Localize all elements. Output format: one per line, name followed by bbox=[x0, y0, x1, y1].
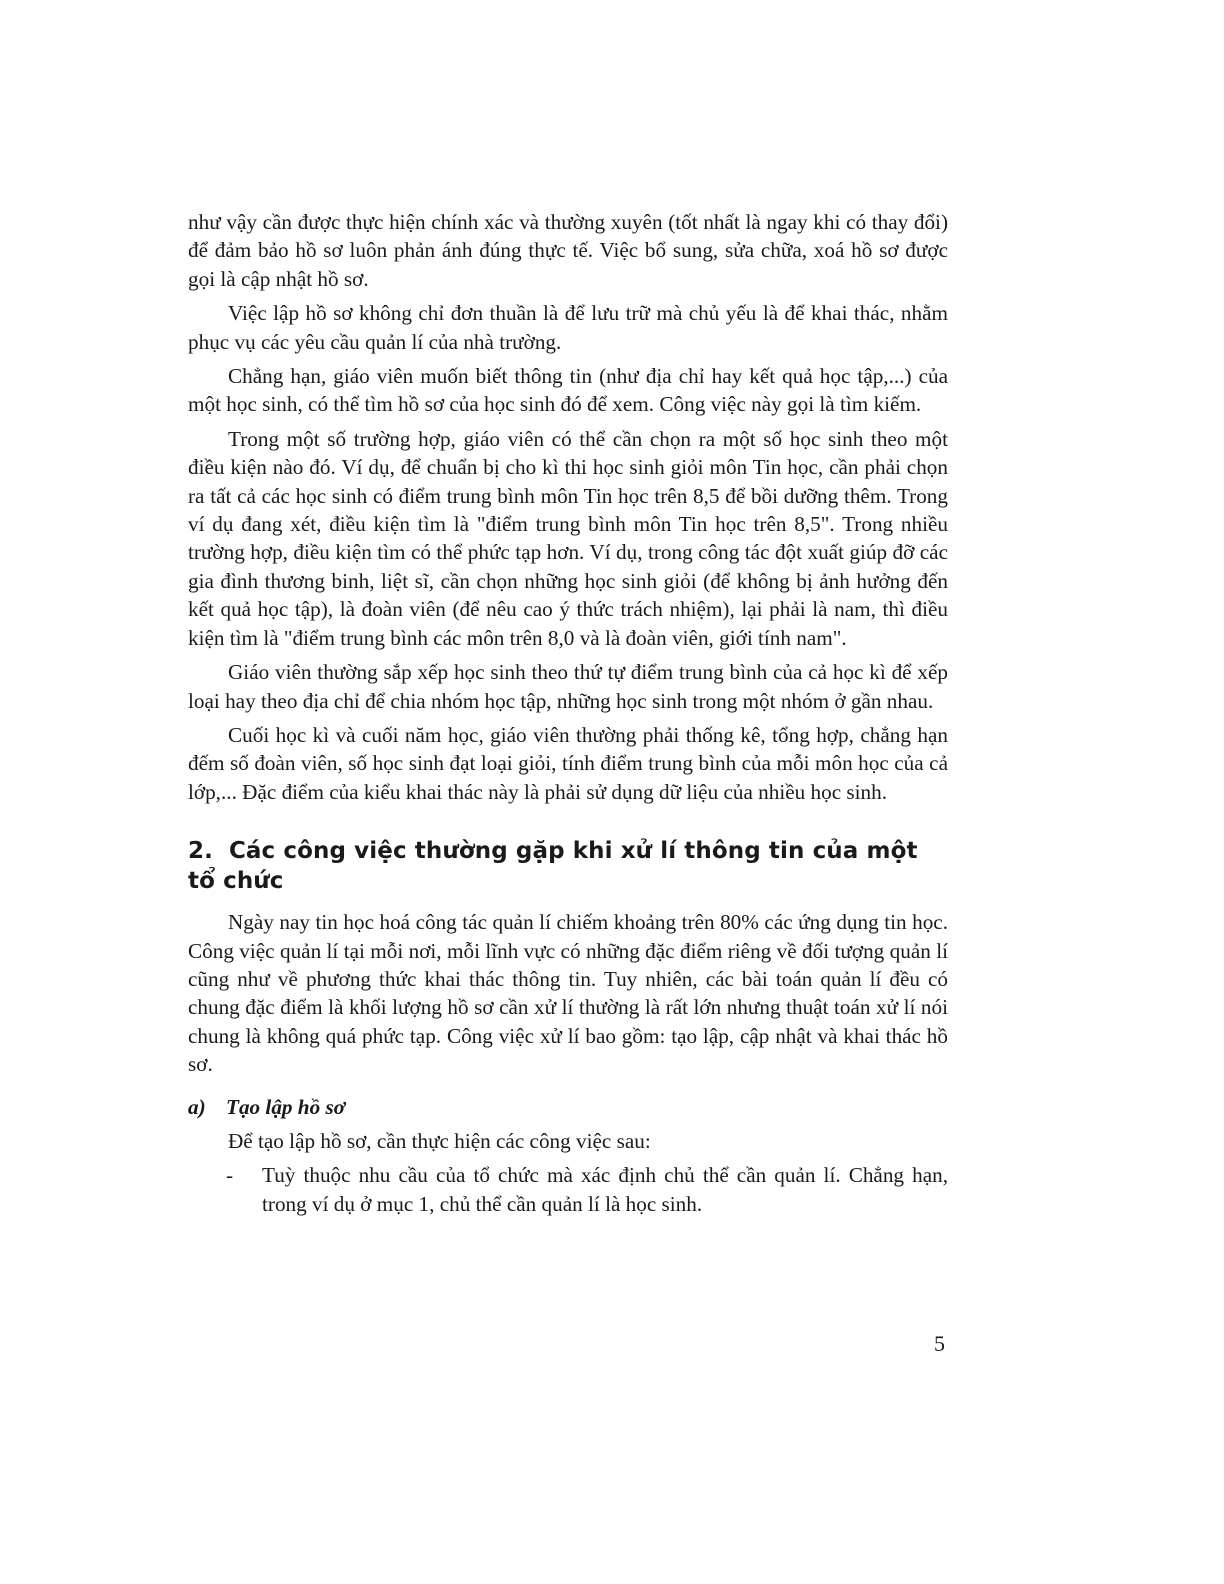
section-title: Các công việc thường gặp khi xử lí thông tin của một tổ chức bbox=[188, 838, 918, 895]
section-intro-paragraph: Ngày nay tin học hoá công tác quản lí chiếm khoảng trên 80% các ứng dụng tin học. Công việc quản lí tại mỗi nơi, mỗi lĩnh vực có những đặc điểm riêng về đối tượng quản lí cũng như về phương thức khai thác thông tin. Tuy nhiên, các bài toán quản lí đều có chung đặc điểm là khối lượng hồ sơ cần xử lí thường là rất lớn nhưng thuật toán xử lí nói chung là không quá phức tạp. Công việc xử lí bao gồm: tạo lập, cập nhật và khai thác hồ sơ. bbox=[188, 910, 948, 1077]
page-number: 5 bbox=[934, 1331, 945, 1356]
paragraph-sort-example: Giáo viên thường sắp xếp học sinh theo thứ tự điểm trung bình của cả học kì để xếp loại hay theo địa chỉ để chia nhóm học tập, những học sinh trong một nhóm ở gần nhau. bbox=[188, 660, 948, 713]
subsection-lead: Để tạo lập hồ sơ, cần thực hiện các công việc sau: bbox=[228, 1128, 651, 1153]
paragraph-filter-example: Trong một số trường hợp, giáo viên có thể cần chọn ra một số học sinh theo một điều kiện nào đó. Ví dụ, để chuẩn bị cho kì thi học sinh giỏi môn Tin học, cần phải chọn ra tất cả các học sinh có điểm trung bình môn Tin học trên 8,5 để bồi dưỡng thêm. Trong ví dụ đang xét, điều kiện tìm là "điểm trung bình môn Tin học trên 8,5". Trong nhiều trường hợp, điều kiện tìm có thể phức tạp hơn. Ví dụ, trong công tác đột xuất giúp đỡ các gia đình thương binh, liệt sĩ, cần chọn những học sinh giỏi (để không bị ảnh hưởng đến kết quả học tập), là đoàn viên (để nêu cao ý thức trách nhiệm), lại phải là nam, thì điều kiện tìm là "điểm trung bình các môn trên 8,0 và là đoàn viên, giới tính nam". bbox=[188, 426, 948, 650]
page-body bbox=[188, 208, 948, 1218]
list-item bbox=[188, 1161, 948, 1218]
paragraph-search-example: Chẳng hạn, giáo viên muốn biết thông tin (như địa chỉ hay kết quả học tập,...) của một học sinh, có thể tìm hồ sơ của học sinh đó để xem. Công việc này gọi là tìm kiếm. bbox=[188, 364, 948, 417]
list-item-text: Tuỳ thuộc nhu cầu của tổ chức mà xác định chủ thể cần quản lí. Chẳng hạn, trong ví dụ ở mục 1, chủ thể cần quản lí là học sinh. bbox=[262, 1163, 948, 1216]
paragraph-continuation: như vậy cần được thực hiện chính xác và thường xuyên (tốt nhất là ngay khi có thay đổi) để đảm bảo hồ sơ luôn phản ánh đúng thực tế. Việc bổ sung, sửa chữa, xoá hồ sơ được gọi là cập nhật hồ sơ. bbox=[188, 210, 948, 291]
section-heading bbox=[188, 836, 948, 896]
subsection-label: a) bbox=[188, 1094, 206, 1119]
paragraph-archive-purpose: Việc lập hồ sơ không chỉ đơn thuần là để lưu trữ mà chủ yếu là để khai thác, nhằm phục vụ các yêu cầu quản lí của nhà trường. bbox=[188, 301, 948, 354]
subsection-heading bbox=[188, 1093, 948, 1121]
paragraph-statistics-example: Cuối học kì và cuối năm học, giáo viên thường phải thống kê, tổng hợp, chẳng hạn đếm số đoàn viên, số học sinh đạt loại giỏi, tính điểm trung bình của mỗi môn học của cả lớp,... Đặc điểm của kiểu khai thác này là phải sử dụng dữ liệu của nhiều học sinh. bbox=[188, 722, 948, 804]
subsection-title: Tạo lập hồ sơ bbox=[226, 1094, 346, 1119]
bullet-dash: - bbox=[226, 1163, 234, 1188]
section-number: 2. bbox=[188, 838, 213, 865]
